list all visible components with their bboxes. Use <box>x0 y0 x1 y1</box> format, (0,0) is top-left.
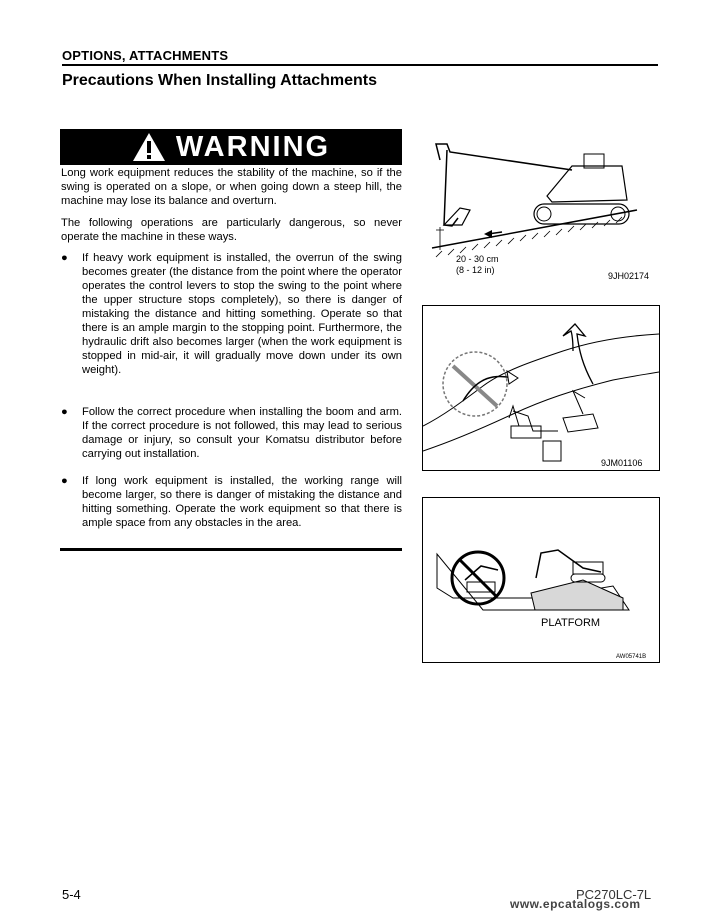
section-rule <box>62 64 658 66</box>
dimension-imperial: (8 - 12 in) <box>456 265 495 275</box>
watermark: www.epcatalogs.com <box>510 897 641 911</box>
figure-code: AW05741B <box>616 654 647 660</box>
figure-slope-swing <box>422 130 662 290</box>
figure-swing-overrun <box>422 305 660 471</box>
section-end-rule <box>60 548 402 551</box>
bullet-icon: ● <box>61 475 68 487</box>
warning-intro: Long work equipment reduces the stability of the machine, so if the swing is operated on a slope, or when going down a steep hill, the machine may lose its balance and overturn. <box>61 167 402 207</box>
page-number: 5-4 <box>62 887 81 902</box>
list-item-text: If heavy work equipment is installed, the overrun of the swing becomes greater (the distance from the point where the operator operates the control levers to stop the swing to the point where the upper structure stops completely), so there is danger of mistaking the distance and hitting something. Operate so that there is an ample margin to the stopping point. Furthermore, the hydraulic drift also becomes larger (when the work equipment is stopped in mid-air, it will gradually move down under its own weight). <box>82 252 402 376</box>
warning-triangle-icon <box>132 132 166 162</box>
model-name: PC270LC-7L <box>576 887 652 902</box>
figure-code: 9JM01106 <box>601 458 643 468</box>
warning-banner <box>60 129 402 165</box>
figure-code: 9JH02174 <box>608 271 650 281</box>
swing-overrun-illustration <box>423 306 659 470</box>
warning-label: WARNING <box>175 130 331 163</box>
bullet-icon: ● <box>61 252 68 264</box>
list-item <box>61 405 402 461</box>
list-item-text: Follow the correct procedure when installing the boom and arm. If the correct procedure is not followed, this may lead to serious damage or injury, so consult your Komatsu distributor before carrying out installation. <box>82 406 402 460</box>
warning-lead: The following operations are particularly dangerous, so never operate the machine in these ways. <box>61 217 402 243</box>
page-title: Precautions When Installing Attachments <box>62 72 378 89</box>
platform-label: PLATFORM <box>541 617 601 629</box>
platform-illustration <box>423 498 659 662</box>
figure-platform <box>422 497 660 663</box>
list-item <box>61 251 402 377</box>
dimension-metric: 20 - 30 cm <box>456 254 499 264</box>
bullet-icon: ● <box>61 406 68 418</box>
list-item <box>61 474 402 530</box>
section-header: OPTIONS, ATTACHMENTS <box>62 48 229 63</box>
list-item-text: If long work equipment is installed, the working range will become larger, so there is danger of mistaking the distance and hitting something. Operate the work equipment so that there is ample space from any obstacles in the area. <box>82 475 402 529</box>
